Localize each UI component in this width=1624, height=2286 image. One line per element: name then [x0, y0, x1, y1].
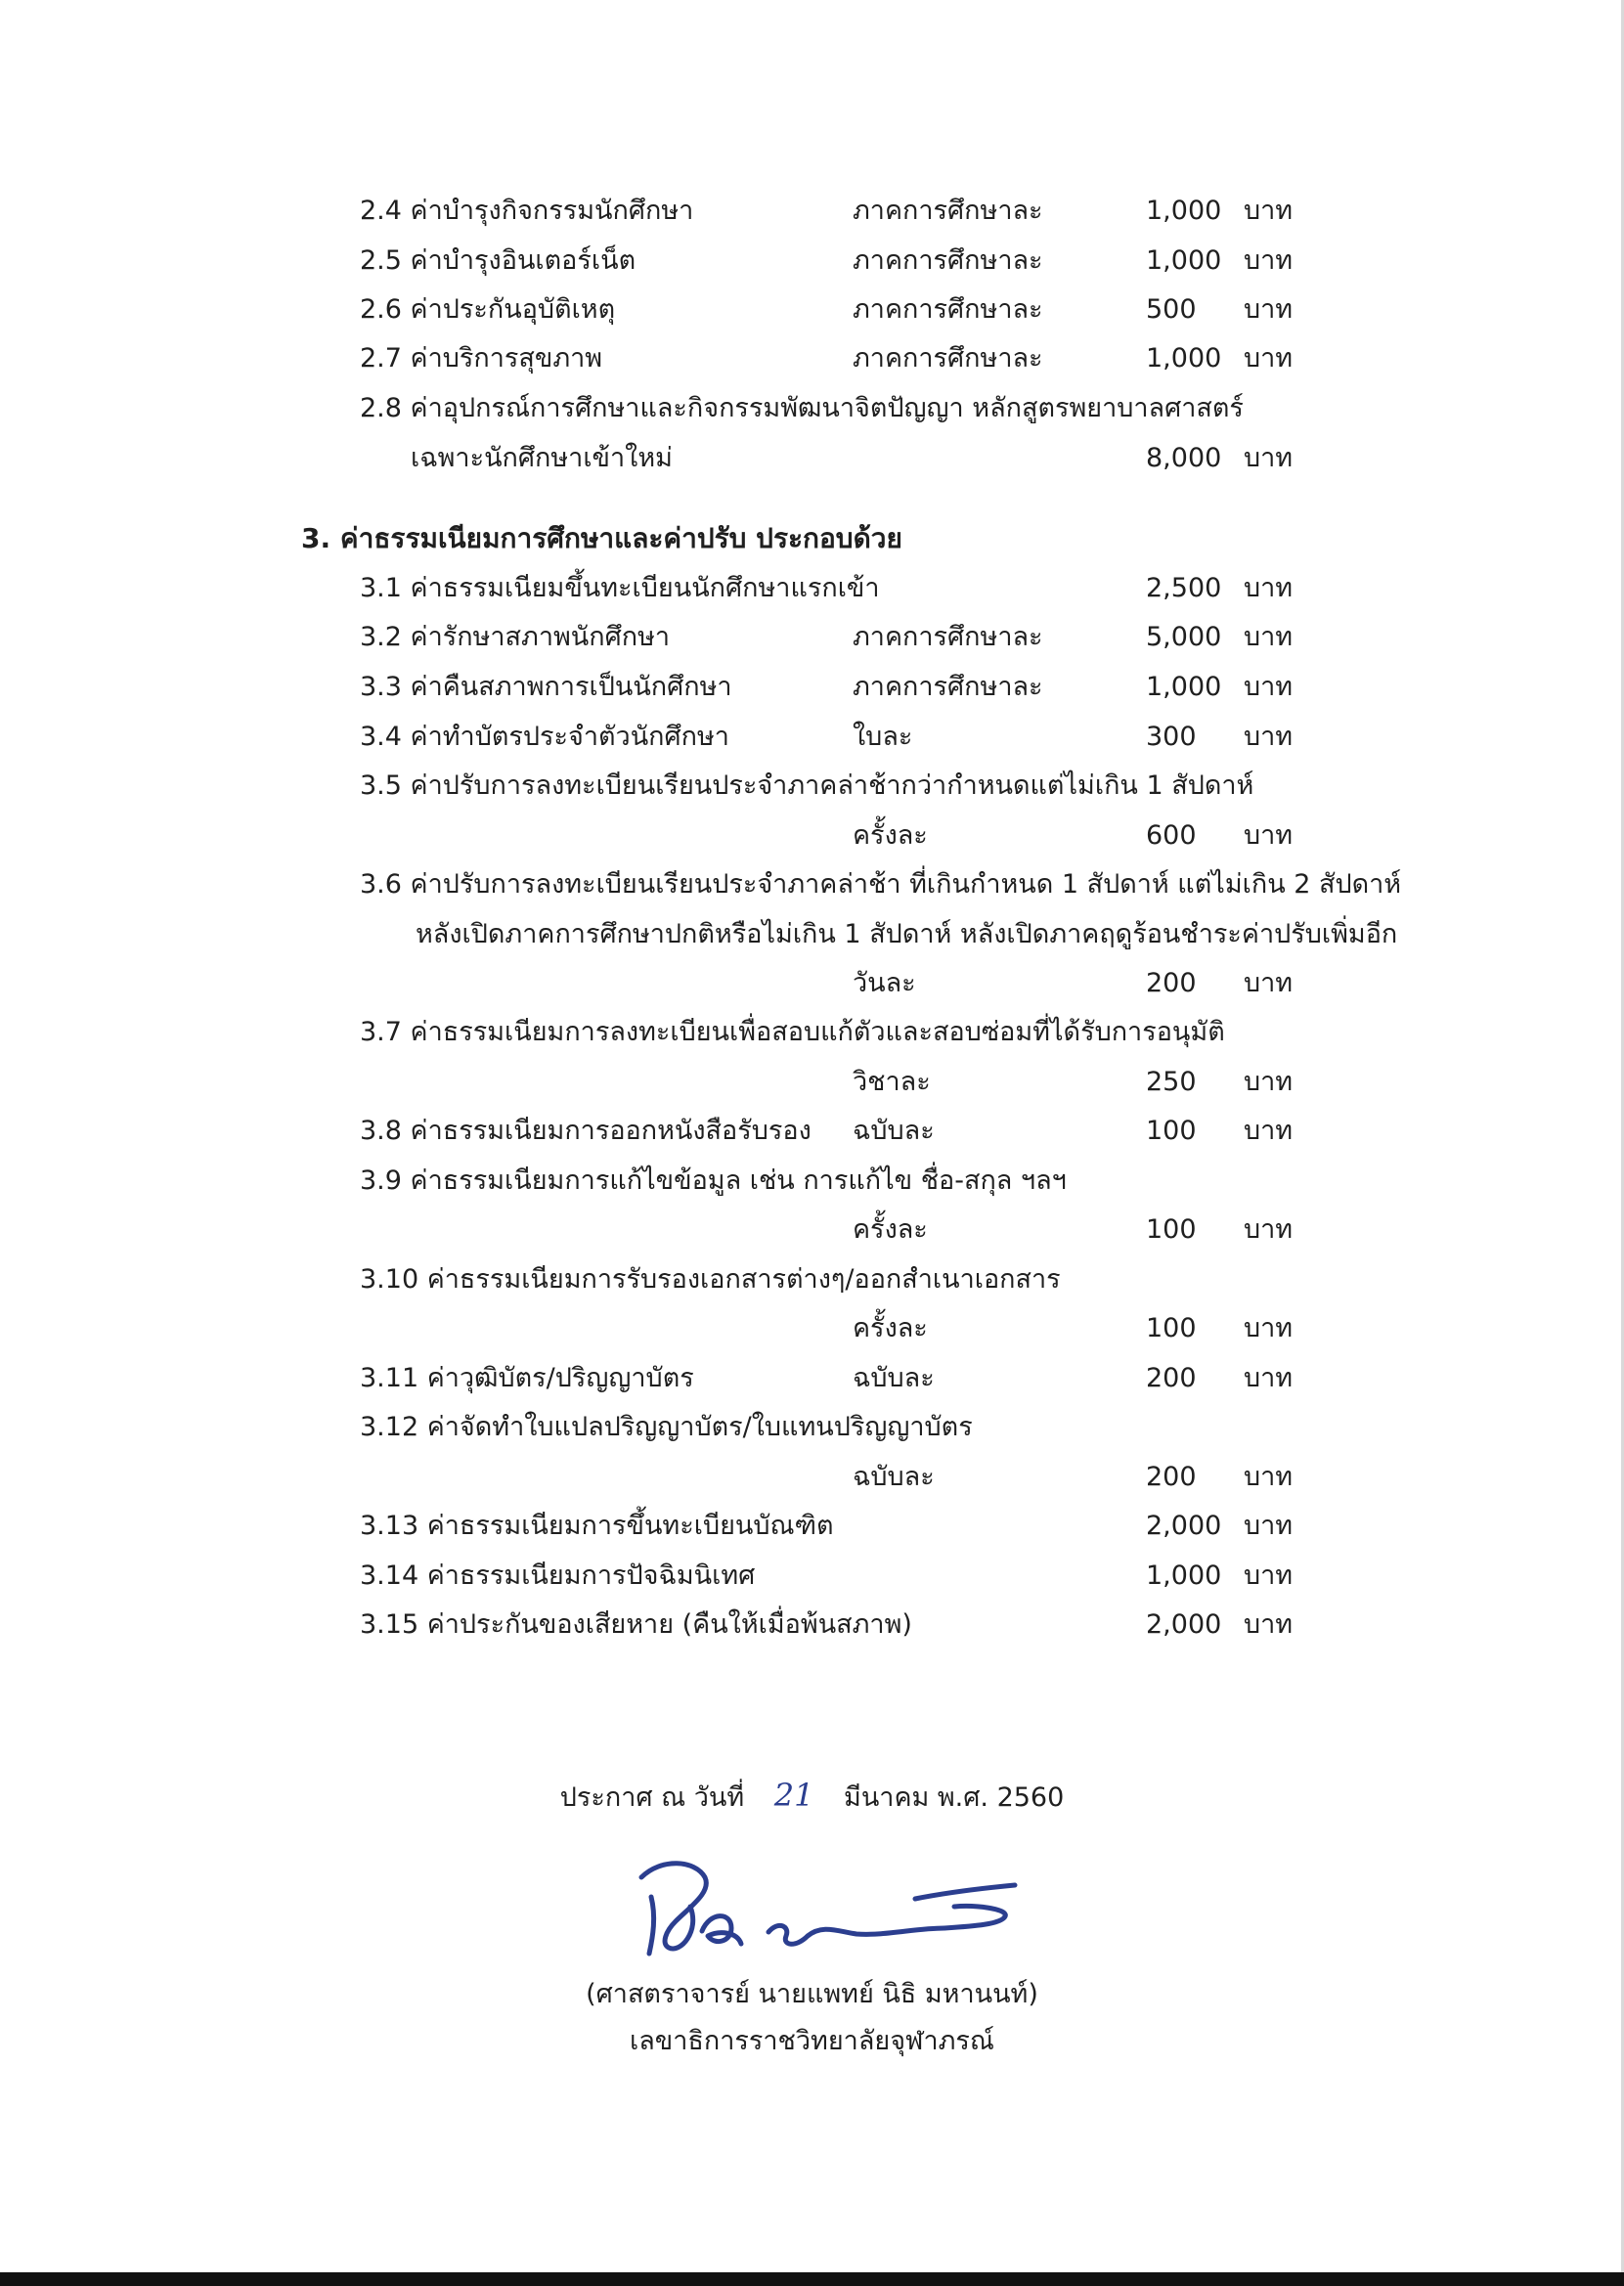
- fee-3-12-unit: ฉบับละ: [853, 1462, 935, 1492]
- fee-3-5-label: 3.5 ค่าปรับการลงทะเบียนเรียนประจำภาคล่าช้ากว่ากำหนดแต่ไม่เกิน 1 สัปดาห์: [360, 770, 1254, 801]
- signatory-title: เลขาธิการราชวิทยาลัยจุฬาภรณ์: [630, 2026, 994, 2056]
- fee-3-6-amount: 200: [1146, 968, 1197, 998]
- fee-3-4-unit: ใบละ: [853, 722, 913, 752]
- fee-2-4-label: 2.4 ค่าบำรุงกิจกรรมนักศึกษา: [360, 196, 694, 226]
- fee-3-6-label-cont: หลังเปิดภาคการศึกษาปกติหรือไม่เกิน 1 สัปดาห์ หลังเปิดภาคฤดูร้อนชำระค่าปรับเพิ่มอีก: [416, 919, 1398, 949]
- fee-3-13-baht: บาท: [1244, 1511, 1294, 1541]
- fee-3-14-amount: 1,000: [1146, 1561, 1222, 1591]
- fee-3-10-baht: บาท: [1244, 1313, 1294, 1343]
- fee-2-7-label: 2.7 ค่าบริการสุขภาพ: [360, 343, 603, 374]
- fee-3-5-amount: 600: [1146, 820, 1197, 851]
- announcement-suffix: มีนาคม พ.ศ. 2560: [844, 1782, 1065, 1813]
- announcement-date: [0, 1776, 1624, 1818]
- fee-3-1-amount: 2,500: [1146, 573, 1222, 603]
- fee-3-6-unit: วันละ: [853, 968, 916, 998]
- fee-3-12-label: 3.12 ค่าจัดทำใบแปลปริญญาบัตร/ใบแทนปริญญาบัตร: [360, 1412, 973, 1442]
- fee-3-11-amount: 200: [1146, 1363, 1197, 1393]
- scan-edge-bottom: [0, 2272, 1624, 2286]
- fee-2-6-baht: บาท: [1244, 294, 1294, 325]
- fee-2-7-amount: 1,000: [1146, 343, 1222, 374]
- fee-2-6-unit: ภาคการศึกษาละ: [853, 294, 1043, 325]
- fee-3-10-amount: 100: [1146, 1313, 1197, 1343]
- fee-3-15-label: 3.15 ค่าประกันของเสียหาย (คืนให้เมื่อพ้นสภาพ): [360, 1609, 912, 1640]
- fee-3-1-label: 3.1 ค่าธรรมเนียมขึ้นทะเบียนนักศึกษาแรกเข้า: [360, 573, 880, 603]
- fee-2-5-unit: ภาคการศึกษาละ: [853, 245, 1043, 276]
- fee-3-3-amount: 1,000: [1146, 672, 1222, 702]
- fee-3-2-label: 3.2 ค่ารักษาสภาพนักศึกษา: [360, 622, 671, 652]
- signatory-name: (ศาสตราจารย์ นายแพทย์ นิธิ มหานนท์): [586, 1979, 1038, 2009]
- fee-3-11-unit: ฉบับละ: [853, 1363, 935, 1393]
- fee-2-5-amount: 1,000: [1146, 245, 1222, 276]
- fee-2-7-unit: ภาคการศึกษาละ: [853, 343, 1043, 374]
- fee-3-8-label: 3.8 ค่าธรรมเนียมการออกหนังสือรับรอง: [360, 1116, 812, 1146]
- announcement-prefix: ประกาศ ณ วันที่: [559, 1782, 745, 1813]
- fee-2-5-baht: บาท: [1244, 245, 1294, 276]
- fee-3-8-baht: บาท: [1244, 1116, 1294, 1146]
- fee-2-7-baht: บาท: [1244, 343, 1294, 374]
- fee-2-5-label: 2.5 ค่าบำรุงอินเตอร์เน็ต: [360, 245, 636, 276]
- fee-3-4-baht: บาท: [1244, 722, 1294, 752]
- fee-3-10-label: 3.10 ค่าธรรมเนียมการรับรองเอกสารต่างๆ/ออกสำเนาเอกสาร: [360, 1264, 1061, 1295]
- fee-3-3-label: 3.3 ค่าคืนสภาพการเป็นนักศึกษา: [360, 672, 732, 702]
- fee-3-4-label: 3.4 ค่าทำบัตรประจำตัวนักศึกษา: [360, 722, 729, 752]
- fee-3-4-amount: 300: [1146, 722, 1197, 752]
- fee-3-8-unit: ฉบับละ: [853, 1116, 935, 1146]
- fee-2-4-baht: บาท: [1244, 196, 1294, 226]
- fee-3-15-amount: 2,000: [1146, 1609, 1222, 1640]
- fee-2-4-amount: 1,000: [1146, 196, 1222, 226]
- fee-3-2-unit: ภาคการศึกษาละ: [853, 622, 1043, 652]
- announcement-day: 21: [773, 1777, 814, 1814]
- fee-3-9-baht: บาท: [1244, 1214, 1294, 1245]
- fee-3-12-baht: บาท: [1244, 1462, 1294, 1492]
- fee-3-2-baht: บาท: [1244, 622, 1294, 652]
- fee-2-8-label: 2.8 ค่าอุปกรณ์การศึกษาและกิจกรรมพัฒนาจิตปัญญา หลักสูตรพยาบาลศาสตร์: [360, 393, 1244, 423]
- fee-3-12-amount: 200: [1146, 1462, 1197, 1492]
- fee-3-7-label: 3.7 ค่าธรรมเนียมการลงทะเบียนเพื่อสอบแก้ตัวและสอบซ่อมที่ได้รับการอนุมัติ: [360, 1017, 1225, 1047]
- fee-3-15-baht: บาท: [1244, 1609, 1294, 1640]
- fee-3-6-baht: บาท: [1244, 968, 1294, 998]
- fee-3-13-amount: 2,000: [1146, 1511, 1222, 1541]
- fee-3-14-label: 3.14 ค่าธรรมเนียมการปัจฉิมนิเทศ: [360, 1561, 756, 1591]
- fee-3-6-label: 3.6 ค่าปรับการลงทะเบียนเรียนประจำภาคล่าช้า ที่เกินกำหนด 1 สัปดาห์ แต่ไม่เกิน 2 สัปดาห์: [360, 869, 1402, 900]
- fee-2-8-amount: 8,000: [1146, 443, 1222, 473]
- fee-3-8-amount: 100: [1146, 1116, 1197, 1146]
- fee-3-9-amount: 100: [1146, 1214, 1197, 1245]
- fee-3-7-unit: วิชาละ: [853, 1067, 931, 1097]
- fee-3-3-unit: ภาคการศึกษาละ: [853, 672, 1043, 702]
- fee-3-7-amount: 250: [1146, 1067, 1197, 1097]
- fee-3-14-baht: บาท: [1244, 1561, 1294, 1591]
- fee-3-2-amount: 5,000: [1146, 622, 1222, 652]
- fee-3-9-label: 3.9 ค่าธรรมเนียมการแก้ไขข้อมูล เช่น การแก้ไข ชื่อ-สกุล ฯลฯ: [360, 1165, 1067, 1196]
- fee-2-4-unit: ภาคการศึกษาละ: [853, 196, 1043, 226]
- fee-2-6-label: 2.6 ค่าประกันอุบัติเหตุ: [360, 294, 616, 325]
- fee-3-9-unit: ครั้งละ: [853, 1214, 928, 1245]
- fee-2-6-amount: 500: [1146, 294, 1197, 325]
- fee-3-1-baht: บาท: [1244, 573, 1294, 603]
- fee-3-5-unit: ครั้งละ: [853, 820, 928, 851]
- fee-3-10-unit: ครั้งละ: [853, 1313, 928, 1343]
- signature-image: [622, 1838, 1032, 1965]
- fee-3-3-baht: บาท: [1244, 672, 1294, 702]
- fee-2-8-label-cont: เฉพาะนักศึกษาเข้าใหม่: [411, 443, 673, 473]
- fee-3-13-label: 3.13 ค่าธรรมเนียมการขึ้นทะเบียนบัณฑิต: [360, 1511, 834, 1541]
- fee-3-5-baht: บาท: [1244, 820, 1294, 851]
- fee-3-11-label: 3.11 ค่าวุฒิบัตร/ปริญญาบัตร: [360, 1363, 694, 1393]
- fee-2-8-baht: บาท: [1244, 443, 1294, 473]
- section-3-heading: 3. ค่าธรรมเนียมการศึกษาและค่าปรับ ประกอบด้วย: [301, 522, 902, 554]
- fee-3-11-baht: บาท: [1244, 1363, 1294, 1393]
- fee-3-7-baht: บาท: [1244, 1067, 1294, 1097]
